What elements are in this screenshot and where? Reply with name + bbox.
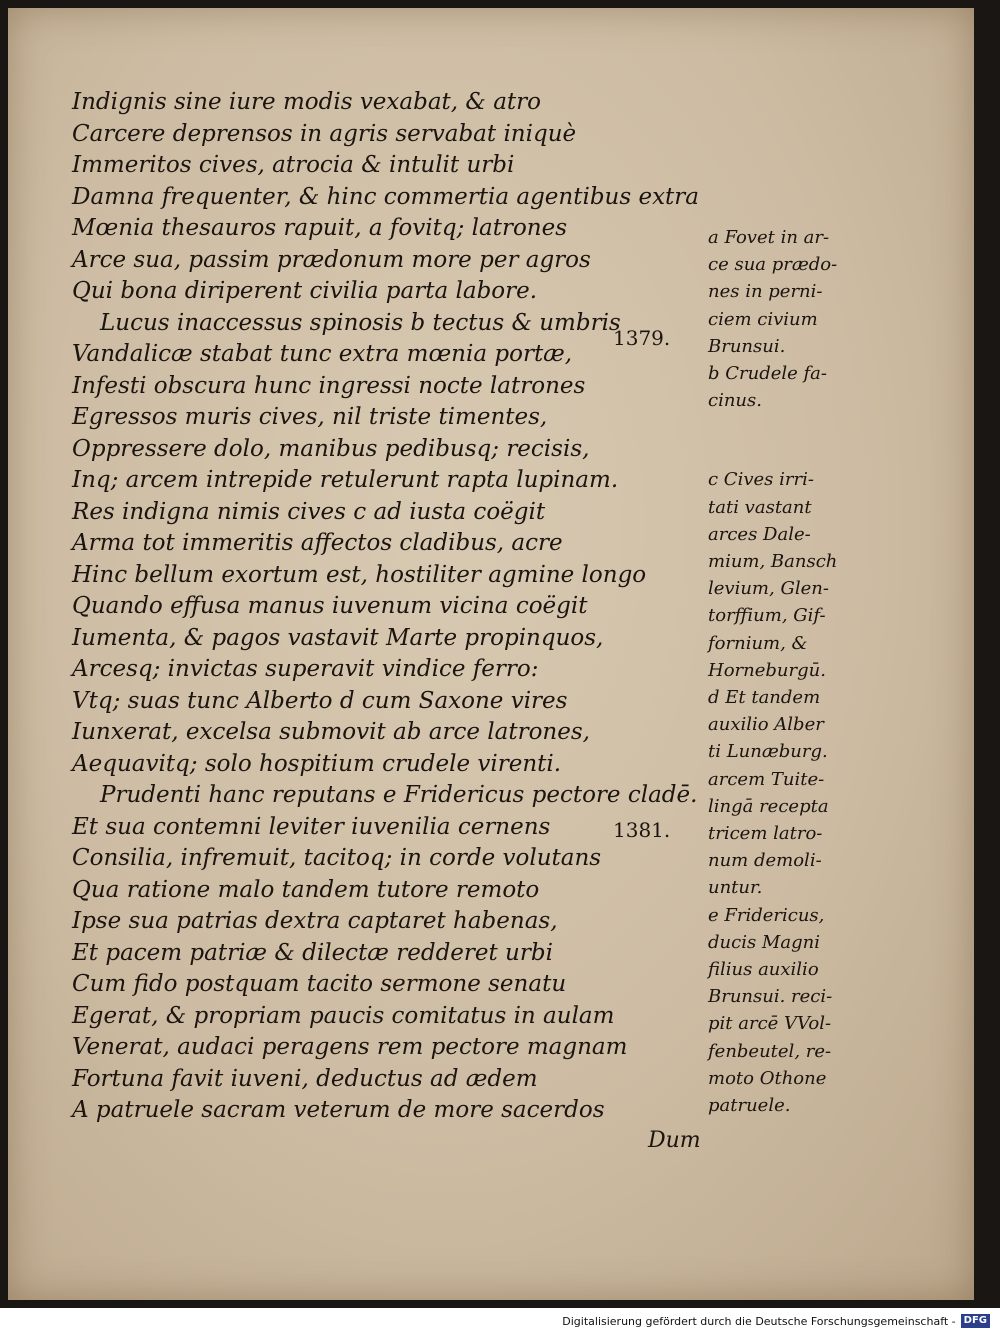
margin-note-line: filius auxilio xyxy=(708,959,819,980)
verse-line: Et pacem patriæ & dilectæ redderet urbi xyxy=(72,939,553,966)
verse-line: Egerat, & propriam paucis comitatus in aulam xyxy=(72,1002,615,1029)
margin-note-line: d Et tandem xyxy=(708,687,821,708)
verse-line: Arce sua, passim prædonum more per agros xyxy=(72,246,591,273)
verse-line: Egressos muris cives, nil triste timentes, xyxy=(72,404,548,430)
verse-line: A patruele sacram veterum de more sacerdos xyxy=(72,1097,605,1123)
margin-note-line: pit arcē VVol- xyxy=(708,1013,832,1035)
margin-note-line: arces Dale- xyxy=(708,523,811,545)
margin-note-line: patruele. xyxy=(708,1095,791,1116)
digitization-footer xyxy=(562,1313,990,1329)
margin-note-line: num demoli- xyxy=(708,850,822,872)
margin-note-line: e Fridericus, xyxy=(708,904,825,926)
verse-line: Vtq; suas tunc Alberto d cum Saxone vires xyxy=(72,687,568,714)
verse-line: Carcere deprensos in agris servabat iniquè xyxy=(72,120,577,147)
verse-line: Qui bona diriperent civilia parta labore. xyxy=(72,278,538,304)
verse-line: Immeritos cives, atrocia & intulit urbi xyxy=(72,152,515,178)
verse-line: Qua ratione malo tandem tutore remoto xyxy=(72,876,540,903)
margin-note-line: arcem Tuite- xyxy=(708,768,825,790)
footer-text: Digitalisierung gefördert durch die Deutsche Forschungsgemeinschaft - xyxy=(562,1314,956,1328)
margin-note-line: cinus. xyxy=(708,390,762,412)
catchword: Dum xyxy=(648,1128,701,1153)
verse-line: Iunxerat, excelsa submovit ab arce latrones, xyxy=(72,719,590,745)
margin-note-line: fornium, & xyxy=(708,632,808,654)
verse-line: Infesti obscura hunc ingressi nocte latrones xyxy=(72,372,586,399)
margin-note-line: torffium, Gif- xyxy=(708,605,826,627)
verse-line: Ipse sua patrias dextra captaret habenas, xyxy=(72,908,558,934)
margin-note-line: ciem civium xyxy=(708,308,818,330)
verse-line: Cum fido postquam tacito sermone senatu xyxy=(72,971,567,997)
margin-note-line: auxilio Alber xyxy=(708,714,824,736)
margin-note-line: Brunsui. reci- xyxy=(708,986,833,1008)
margin-note-line: nes in perni- xyxy=(708,281,823,303)
margin-note-line: tricem latro- xyxy=(708,823,823,844)
verse-line: Damna frequenter, & hinc commertia agentibus extra xyxy=(72,183,699,210)
margin-note-line: ce sua prædo- xyxy=(708,254,838,276)
margin-note-line: untur. xyxy=(708,877,763,899)
year-marker-1381: 1381. xyxy=(613,818,671,842)
verse-line: Quando effusa manus iuvenum vicina coëgit xyxy=(72,593,588,619)
margin-note-line: moto Othone xyxy=(708,1067,827,1089)
margin-note-line: ti Lunæburg. xyxy=(708,741,828,763)
margin-note-line: lingā recepta xyxy=(708,795,829,817)
verse-line: Fortuna favit iuveni, deductus ad ædem xyxy=(72,1065,538,1092)
verse-line: Aequavitq; solo hospitium crudele virenti. xyxy=(72,750,562,777)
dfg-logo: DFG xyxy=(961,1314,990,1328)
verse-line: Res indigna nimis cives c ad iusta coëgit xyxy=(72,498,546,525)
margin-note-line: mium, Bansch xyxy=(708,551,838,572)
margin-note-line: fenbeutel, re- xyxy=(708,1040,832,1062)
verse-line: Vandalicæ stabat tunc extra mœnia portæ, xyxy=(72,341,573,367)
margin-note-line: b Crudele fa- xyxy=(708,363,827,384)
verse-line: Mœnia thesauros rapuit, a fovitq; latrones xyxy=(72,215,568,241)
verse-line: Venerat, audaci peragens rem pectore magnam xyxy=(72,1034,628,1060)
verse-line: Lucus inaccessus spinosis b tectus & umbris xyxy=(100,309,621,336)
year-marker-1379: 1379. xyxy=(613,326,671,350)
verse-line: Hinc bellum exortum est, hostiliter agmine longo xyxy=(72,561,647,588)
book-page xyxy=(8,8,974,1300)
verse-line: Oppressere dolo, manibus pedibusq; recisis, xyxy=(72,435,590,462)
margin-note-line: tati vastant xyxy=(708,496,812,518)
verse-line: Et sua contemni leviter iuvenilia cernens xyxy=(72,813,551,840)
margin-note-line: a Fovet in ar- xyxy=(708,227,830,248)
margin-note-line: levium, Glen- xyxy=(708,578,829,600)
verse-line: Arma tot immeritis affectos cladibus, acre xyxy=(72,530,563,556)
margin-note-line: Horneburgū. xyxy=(708,659,826,681)
verse-line: Prudenti hanc reputans e Fridericus pectore cladē. xyxy=(100,782,698,808)
verse-line: Arcesq; invictas superavit vindice ferro: xyxy=(72,656,539,682)
verse-line: Inq; arcem intrepide retulerunt rapta lupinam. xyxy=(72,467,619,493)
verse-line: Iumenta, & pagos vastavit Marte propinquos, xyxy=(72,624,604,651)
margin-note-line: Brunsui. xyxy=(708,335,786,357)
margin-note-line: ducis Magni xyxy=(708,931,820,953)
verse-line: Consilia, infremuit, tacitoq; in corde volutans xyxy=(72,845,602,871)
verse-line: Indignis sine iure modis vexabat, & atro xyxy=(72,89,541,115)
margin-note-line: c Cives irri- xyxy=(708,469,814,491)
